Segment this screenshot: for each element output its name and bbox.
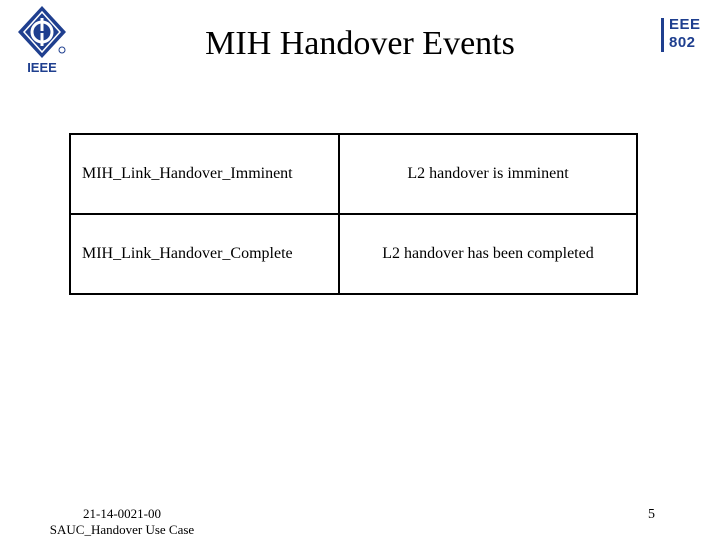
event-name-cell: MIH_Link_Handover_Complete: [70, 214, 339, 294]
ieee802-logo-bar: [661, 18, 664, 52]
ieee802-logo-icon: [655, 14, 705, 56]
handover-events-table: [69, 133, 638, 295]
table-row: [70, 214, 637, 294]
table-row: [70, 134, 637, 214]
footer-doc-info: [40, 506, 204, 538]
event-description-cell: L2 handover is imminent: [339, 134, 637, 214]
ieee802-logo-line1: EEE: [669, 16, 701, 33]
ieee-logo-text: IEEE: [27, 60, 57, 75]
slide-title: MIH Handover Events: [205, 25, 515, 62]
event-description-cell: L2 handover has been completed: [339, 214, 637, 294]
footer-doc-number: 21-14-0021-00: [83, 506, 161, 521]
ieee802-logo-line2: 802: [669, 34, 696, 51]
footer-doc-title: SAUC_Handover Use Case: [49, 522, 195, 537]
event-name-cell: MIH_Link_Handover_Imminent: [70, 134, 339, 214]
page-number: 5: [648, 507, 655, 522]
